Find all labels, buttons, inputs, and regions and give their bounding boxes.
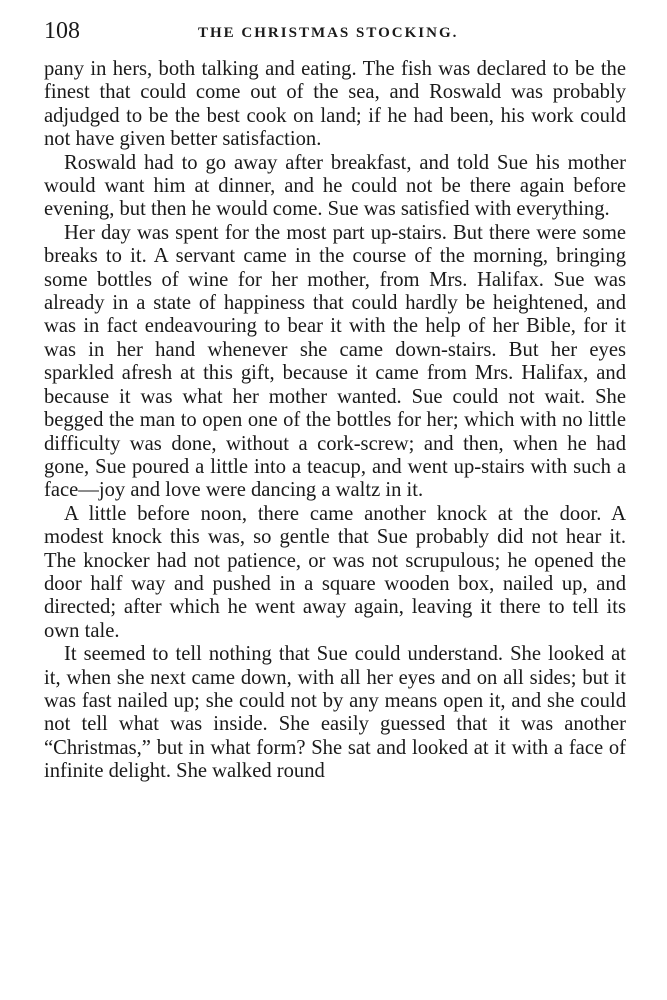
running-title: THE CHRISTMAS STOCKING. <box>198 25 459 41</box>
running-head <box>44 16 624 46</box>
paragraph-3: Her day was spent for the most part up-stairs. But there were some breaks to it. A servant came in the course of the morning, bringing some bottles of wine for her mother, from Mrs. Halifax. Sue was already in a state of happiness that could hardly be heightened, and was in fact endeavouring to bear it with the help of her Bible, for it was in her hand whenever she came down-stairs. But her eyes sparkled afresh at this gift, because it came from Mrs. Halifax, and because it was what her mother wanted. Sue could not wait. She begged the man to open one of the bottles for her; which with no little difficulty was done, without a cork-screw; and then, when he had gone, Sue poured a little into a teacup, and went up-stairs with such a face—joy and love were dancing a waltz in it. <box>44 221 626 502</box>
paragraph-5: It seemed to tell nothing that Sue could understand. She looked at it, when she next came down, with all her eyes and on all sides; but it was fast nailed up; she could not by any means open it, and she could not tell what was inside. She easily guessed that it was another “Christmas,” but in what form? She sat and looked at it with a face of infinite delight. She walked round <box>44 643 626 783</box>
paragraph-2: Roswald had to go away after breakfast, and told Sue his mother would want him at dinner, and he could not be there again before evening, but then he would come. Sue was satisfied with everything. <box>44 151 626 221</box>
paragraph-1: pany in hers, both talking and eating. The fish was declared to be the finest that could come out of the sea, and Roswald was probably adjudged to be the best cook on land; if he had been, his work could not have given better satisfaction. <box>44 58 626 151</box>
paragraph-4: A little before noon, there came another knock at the door. A modest knock this was, so gentle that Sue probably did not hear it. The knocker had not patience, or was not scrupulous; he opened the door half way and pushed in a square wooden box, nailed up, and directed; after which he went away again, leaving it there to tell its own tale. <box>44 502 626 642</box>
text-body <box>44 58 626 784</box>
page-number: 108 <box>44 18 80 44</box>
